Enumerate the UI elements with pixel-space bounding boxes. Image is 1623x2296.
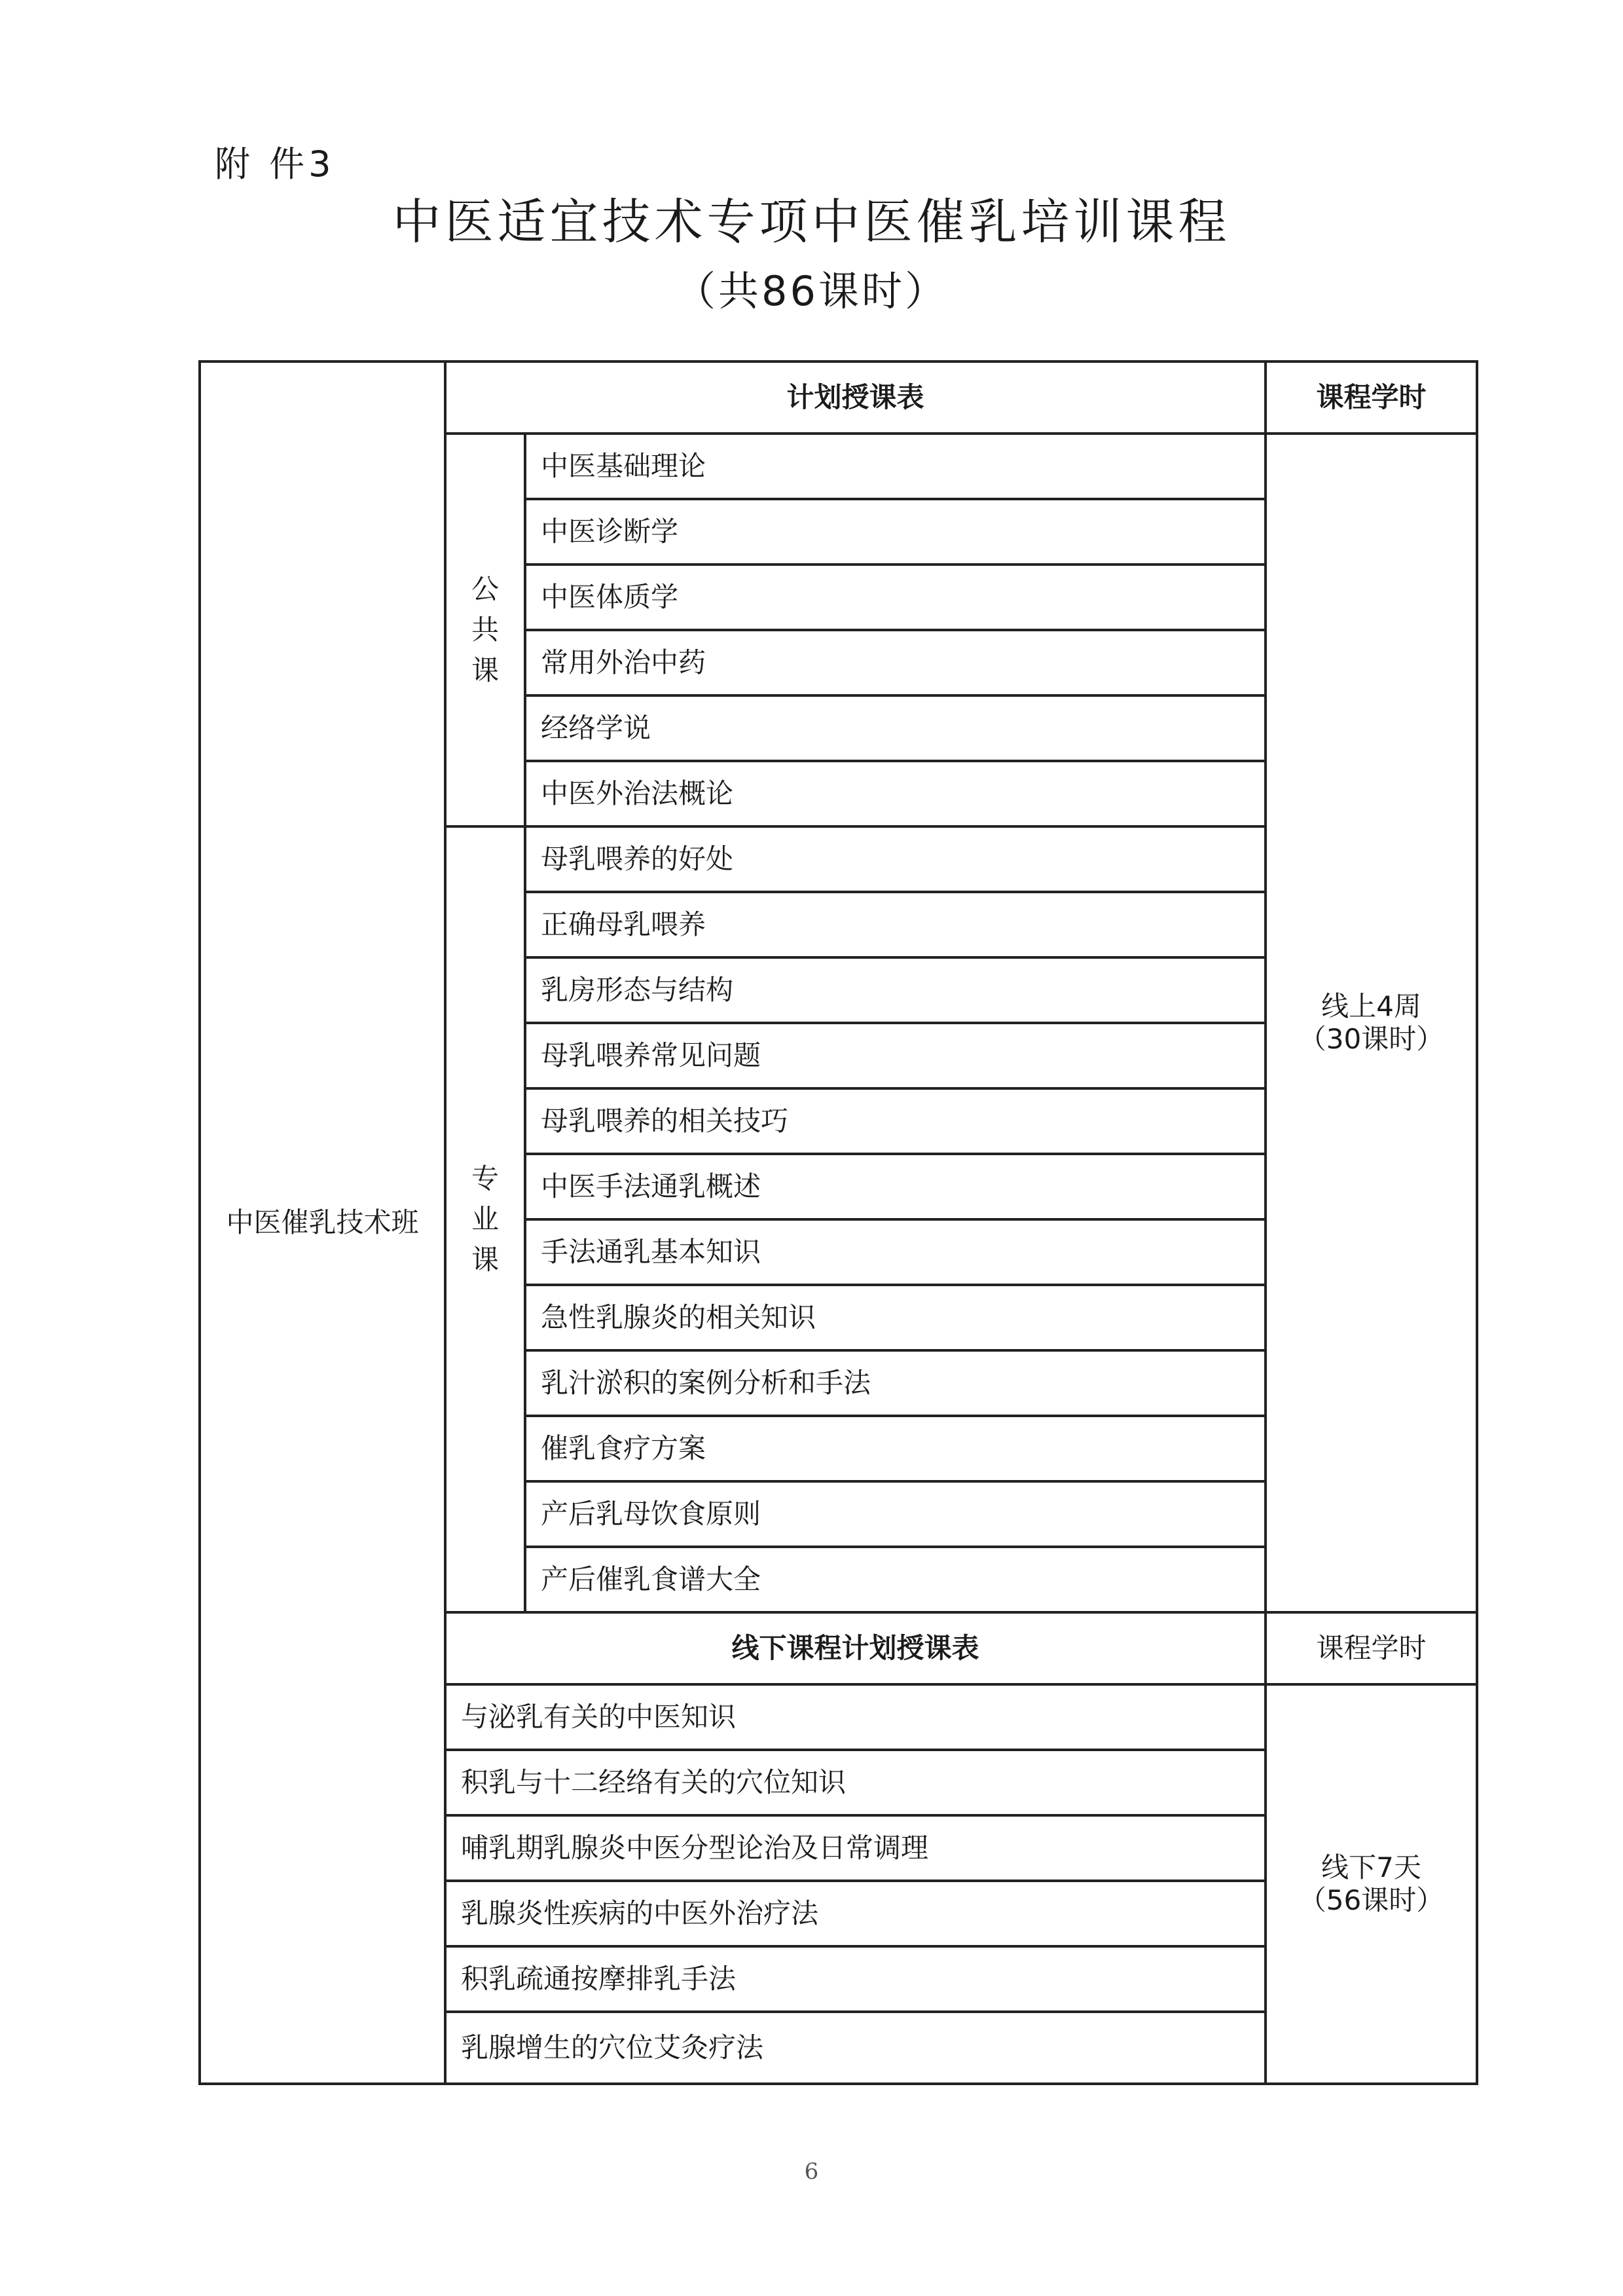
course-item: 母乳喂养的好处 xyxy=(525,826,1266,892)
course-item: 中医体质学 xyxy=(525,565,1266,630)
online-hours-header: 课程学时 xyxy=(1266,361,1477,434)
document-subtitle: （共86课时） xyxy=(675,267,948,315)
professional-course-label: 专 业 课 xyxy=(445,826,525,1612)
course-item: 母乳喂养常见问题 xyxy=(525,1023,1266,1088)
class-name-cell: 中医催乳技术班 xyxy=(200,361,445,2084)
course-item: 乳汁淤积的案例分析和手法 xyxy=(525,1350,1266,1416)
document-title: 中医适宜技术专项中医催乳培训课程 xyxy=(392,194,1231,250)
online-schedule-header: 计划授课表 xyxy=(445,361,1266,434)
page-number: 6 xyxy=(804,2158,819,2185)
online-hours-cell: 线上4周 （30课时） xyxy=(1266,434,1477,1612)
course-item: 急性乳腺炎的相关知识 xyxy=(525,1285,1266,1350)
offline-hours-cell: 线下7天 （56课时） xyxy=(1266,1684,1477,2084)
course-table xyxy=(198,360,1478,2085)
course-item: 常用外治中药 xyxy=(525,630,1266,695)
course-item: 产后乳母饮食原则 xyxy=(525,1481,1266,1547)
course-item: 正确母乳喂养 xyxy=(525,892,1266,957)
public-course-label: 公 共 课 xyxy=(445,434,525,826)
course-item: 催乳食疗方案 xyxy=(525,1416,1266,1481)
offline-course-item: 哺乳期乳腺炎中医分型论治及日常调理 xyxy=(445,1815,1266,1881)
course-item: 手法通乳基本知识 xyxy=(525,1219,1266,1285)
attachment-label: 附 件3 xyxy=(215,143,335,185)
offline-course-item: 积乳与十二经络有关的穴位知识 xyxy=(445,1750,1266,1815)
course-item: 中医基础理论 xyxy=(525,434,1266,499)
offline-course-item: 与泌乳有关的中医知识 xyxy=(445,1684,1266,1750)
course-item: 乳房形态与结构 xyxy=(525,957,1266,1023)
offline-course-item: 乳腺炎性疾病的中医外治疗法 xyxy=(445,1881,1266,1946)
course-item: 中医诊断学 xyxy=(525,499,1266,565)
course-item: 母乳喂养的相关技巧 xyxy=(525,1088,1266,1154)
offline-course-item: 积乳疏通按摩排乳手法 xyxy=(445,1946,1266,2012)
offline-course-item: 乳腺增生的穴位艾灸疗法 xyxy=(445,2012,1266,2084)
course-item: 产后催乳食谱大全 xyxy=(525,1547,1266,1612)
course-item: 中医外治法概论 xyxy=(525,761,1266,826)
offline-hours-header: 课程学时 xyxy=(1266,1612,1477,1684)
course-item: 经络学说 xyxy=(525,695,1266,761)
course-item: 中医手法通乳概述 xyxy=(525,1154,1266,1219)
offline-schedule-header: 线下课程计划授课表 xyxy=(445,1612,1266,1684)
